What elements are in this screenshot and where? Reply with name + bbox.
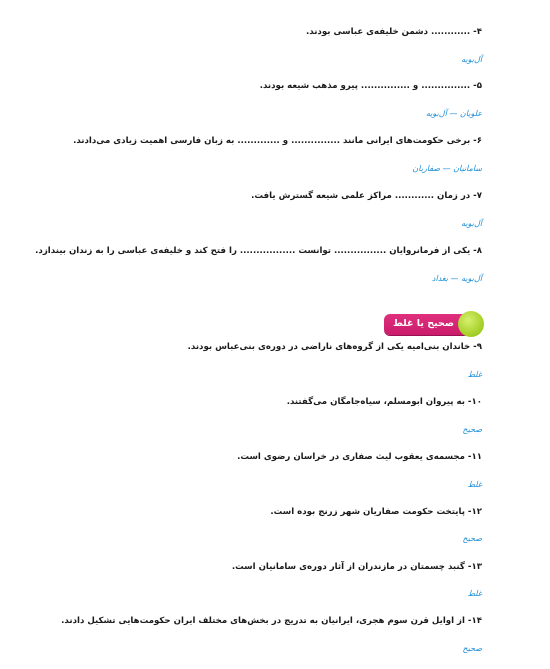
answer-11: غلط: [467, 480, 482, 489]
question-5: ۵- ............... و ............... پیرو مذهب شیعه بودند.: [259, 81, 482, 91]
section-header-true-false: [374, 311, 484, 337]
answer-5: علویان — آل‌بویه: [425, 109, 482, 118]
answer-10: صحیح: [462, 425, 482, 434]
question-8: ۸- یکی از فرمانروایان ................ توانست ................. را فتح کند و خلیفه‌ی عباسی را به زندان بیندازد.: [35, 246, 482, 256]
answer-14: صحیح: [462, 644, 482, 653]
question-6: ۶- برخی حکومت‌های ایرانی مانند ............... و ............. به زبان فارسی اهمیت زیادی می‌دادند.: [73, 136, 482, 146]
question-7: ۷- در زمان ............ مراکز علمی شیعه گسترش یافت.: [251, 191, 482, 201]
question-11: ۱۱- مجسمه‌ی یعقوب لیث صفاری در خراسان رضوی است.: [237, 452, 482, 462]
answer-12: صحیح: [462, 534, 482, 543]
section-header-label: صحیح یا غلط: [392, 318, 454, 329]
green-circle-icon: [458, 311, 484, 337]
answer-9: غلط: [467, 370, 482, 379]
answer-8: آل‌بویه — بغداد: [431, 274, 482, 283]
answer-13: غلط: [467, 589, 482, 598]
question-12: ۱۲- پایتخت حکومت صفاریان شهر زرنج بوده است.: [270, 507, 482, 517]
answer-6: سامانیان — صفاریان: [412, 164, 482, 173]
question-10: ۱۰- به پیروان ابومسلم، سیاه‌جامگان می‌گفتند.: [286, 397, 482, 407]
answer-7: آل‌بویه: [461, 219, 482, 228]
question-13: ۱۳- گنبد چسمتان در مازندران از آثار دوره‌ی سامانیان است.: [231, 562, 482, 572]
question-9: ۹- خاندان بنی‌امیه یکی از گروه‌های ناراضی در دوره‌ی بنی‌عباس بودند.: [187, 342, 482, 352]
question-4: ۴- ............ دشمن خلیفه‌ی عباسی بودند.: [305, 27, 482, 37]
answer-4: آل‌بویه: [461, 55, 482, 64]
question-14: ۱۴- از اوایل قرن سوم هجری، ایرانیان به تدریج در بخش‌های مختلف ایران حکومت‌هایی تشکیل دادند.: [61, 616, 482, 626]
